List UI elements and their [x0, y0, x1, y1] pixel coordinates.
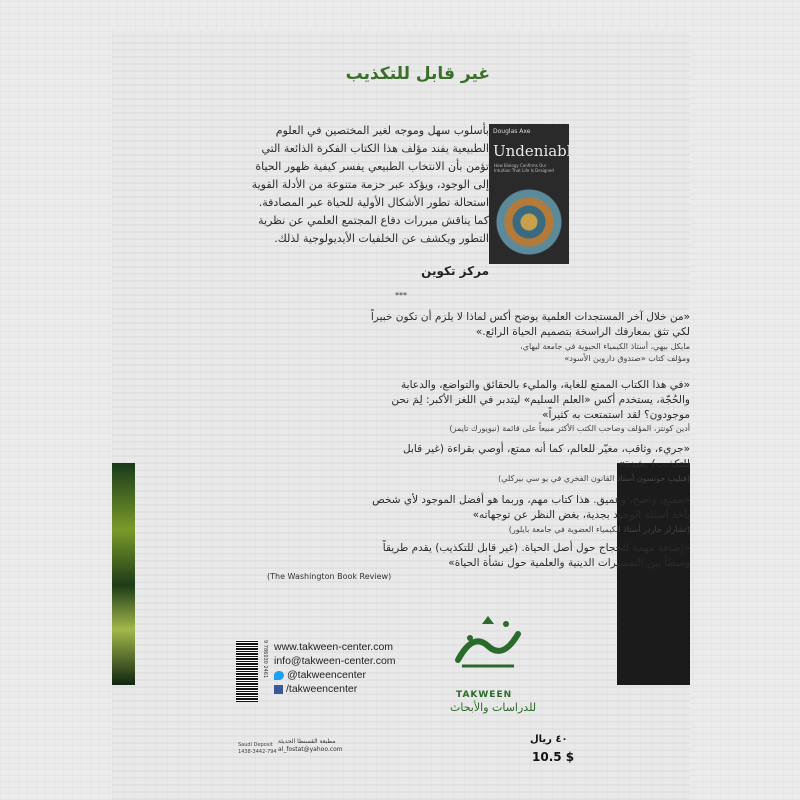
quote-1-attribution-1: مايكل بيهي، أستاذ الكيمياء الحيوية في جامعة ليهاي، [520, 342, 690, 351]
quote-3: «جريء، وثاقب، مغيّر للعالم، كما أنه ممتع، أوصي بقراءة (غير قابل للتكذيب) بشدة» [403, 443, 690, 470]
facebook-handle[interactable]: /takweencenter [274, 682, 396, 696]
quote-2: «في هذا الكتاب الممتع للغاية، والمليء بالحقائق والتواضع، والدعابة والحُجّة، يستخدم أكس «العلم السليم» ليتدبر في اللغز الأكبر: لِمَ نحن موجودون؟ لقد استمتعت به كثيراً» [391, 379, 690, 421]
takween-logo-icon [448, 612, 528, 672]
book-cover-subtitle: How Biology Confirms Our Intuition That Life Is Designed [494, 163, 554, 173]
quote-1: «من خلال آخر المستجدات العلمية يوضح أكس لماذا لا يلزم أن تكون خبيراً لكي تثق بمعارفك الراسخة بتصميم الحياة الرائع.» [370, 311, 690, 338]
quote-3-attribution: (فيليب جونسون أستاذ القانون الفخري في يو سي بيركلي) [498, 474, 690, 483]
quote-1-attribution-2: ومؤلف كتاب «صندوق داروين الأسود» [564, 354, 690, 363]
printer-info: مطبعة القسنطا الحديثة al_fostat@yahoo.com [278, 738, 343, 753]
quote-5-attribution: (The Washington Book Review) [267, 572, 392, 581]
email-link[interactable]: info@takween-center.com [274, 655, 396, 667]
logo-subtitle: للدراسات والأبحاث [450, 701, 537, 714]
twitter-handle[interactable]: @takweencenter [274, 668, 396, 682]
contact-block [274, 640, 396, 696]
quote-4: «ممتع، واضح، وعميق. هذا كتاب مهم، وربما هو أفضل الموجود لأي شخص يأخذ أسئلة الوجود بجدية، بغض النظر عن توجهاته» [372, 494, 690, 521]
separator-stars: *** [395, 291, 407, 300]
publisher-signature: مركز تكوين [421, 264, 489, 278]
quote-2-attribution: أدين كونتز، المؤلف وصاحب الكتب الأكثر مبيعاً على قائمة (نيويورك تايمز) [449, 424, 690, 433]
deposit-notes: Saudi Deposit 1438-3442-794 [238, 742, 277, 755]
logo-name: TAKWEEN [456, 690, 513, 700]
quote-4-attribution: (تشارلز جاردر أستاذ الكيمياء العضوية في جامعة بايلور) [508, 525, 690, 534]
book-cover-author: Douglas Axe [493, 128, 531, 135]
cover-edge-image [112, 463, 135, 685]
barcode-number: 9 786030 2461 [262, 640, 268, 679]
barcode [236, 640, 258, 702]
price-sar: ٤٠ ريال [530, 734, 568, 745]
facebook-icon [274, 685, 283, 694]
website-link[interactable]: www.takween-center.com [274, 641, 394, 653]
book-title-arabic: غير قابل للتكذيب [345, 64, 490, 84]
book-description: بأسلوب سهل وموجه لغير المختصين في العلوم الطبيعية يفند مؤلف هذا الكتاب الفكرة الذائعة التي تؤمن بأن الانتخاب الطبيعي يفسر كيفية ظهور الحياة إلى الوجود، ويؤكد عبر حزمة متنوعة من الأدلة القوية استحالة تطور الأشكال الأولية للحياة عبر المصادفة. كما يناقش مبررات دفاع المجتمع العلمي عن نظرية التطور ويكشف عن الخلفيات الأيديولوجية لذلك. [251, 124, 489, 245]
price-usd: 10.5 $ [532, 750, 575, 764]
book-cover-title: Undeniable [493, 142, 581, 160]
twitter-icon [274, 671, 284, 680]
quote-5: «إضافة مهمة للحجاج حول أصل الحياة. (غير قابل للتكذيب) يقدم طريقاً وسطاً بين التفسيرات الدينية والعلمية حول نشأة الحياة» [382, 542, 690, 569]
